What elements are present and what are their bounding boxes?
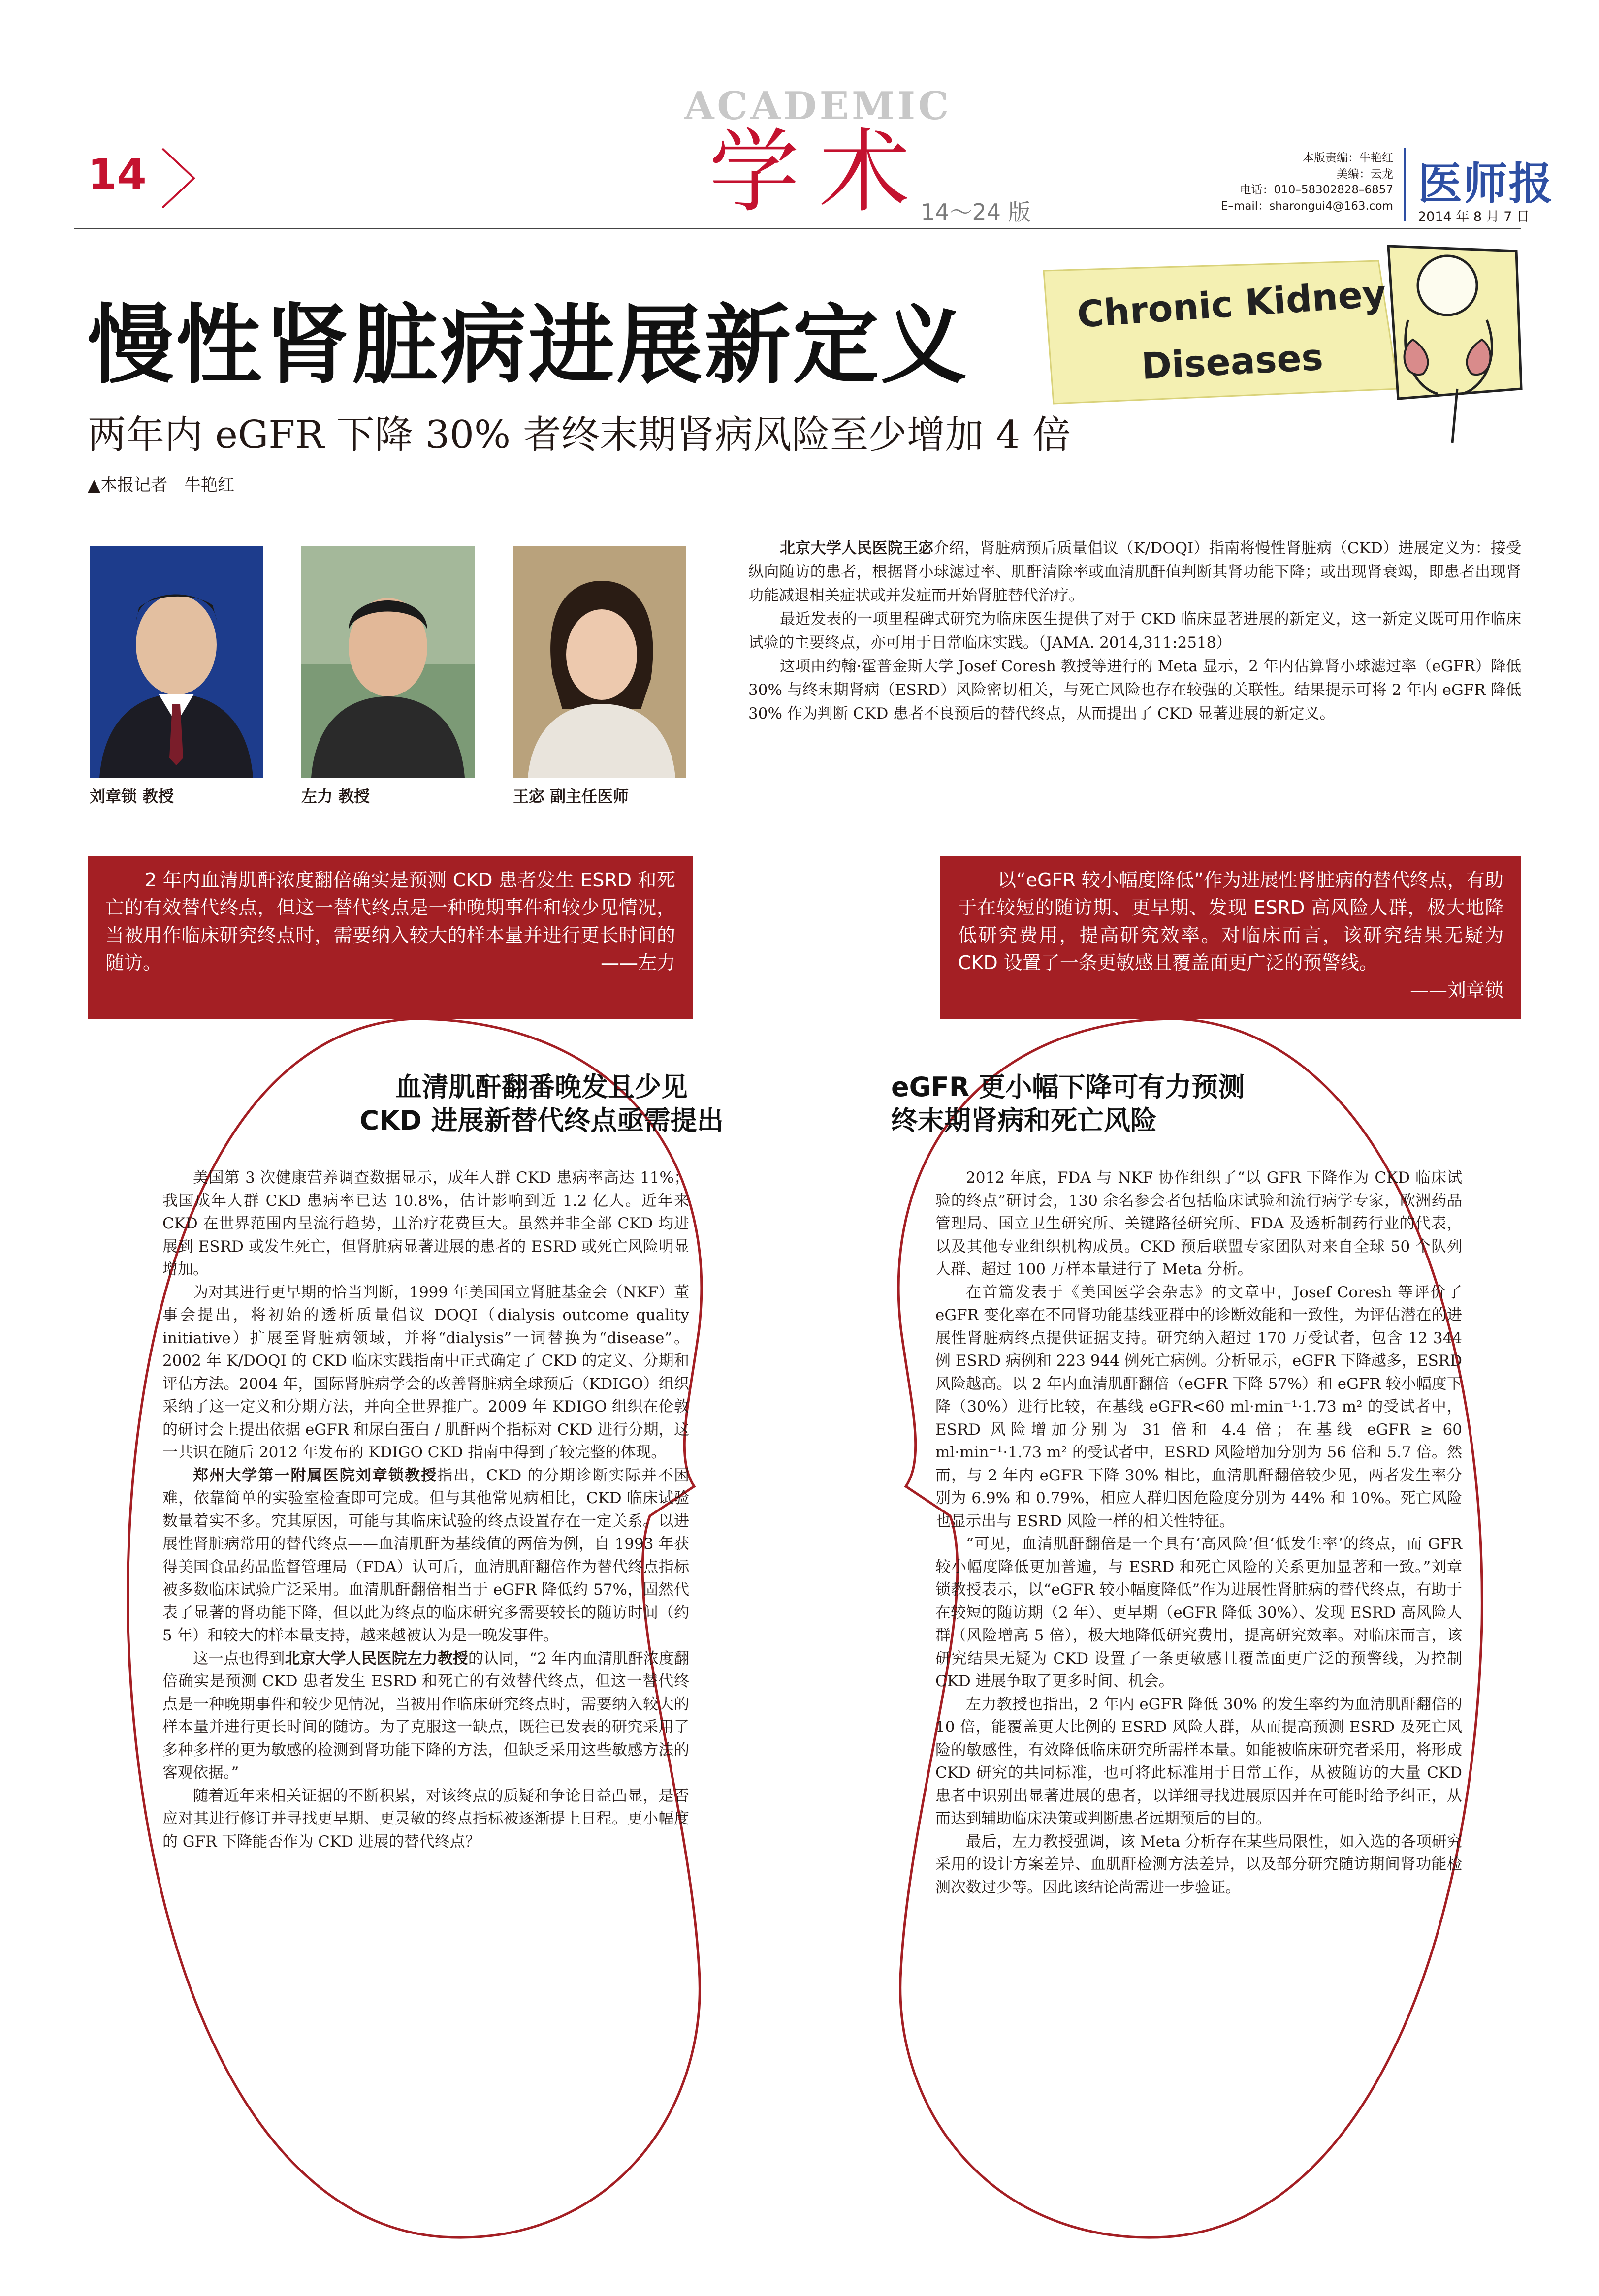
right-section-title-line1: eGFR 更小幅下降可有力预测 — [891, 1071, 1245, 1102]
right-section-title — [891, 1070, 1383, 1137]
portrait-caption: 左力 教授 — [301, 787, 370, 806]
right-section-body — [935, 1166, 1462, 1899]
section-label-english: ACADEMIC — [684, 84, 952, 128]
body-text: 的认同，“2 年内血清肌酐浓度翻倍确实是预测 CKD 患者发生 ESRD 和死亡的有效替代终点，但这一替代终点是一种晚期事件和较少见情况，当被用作临床研究终点时，需要纳入较大的样本量并进行更长时间的随访。为了克服这一缺点，既往已发表的研究采用了多种多样的更为敏感的检测到肾功能下降的方法，但缺乏采用这些敏感方法的客观依据。” — [162, 1649, 690, 1782]
left-section-title-line2: CKD 进展新替代终点亟需提出 — [359, 1105, 724, 1136]
issue-date: 2014 年 8 月 7 日 — [1418, 209, 1530, 224]
body-paragraph: 2012 年底，FDA 与 NKF 协作组织了“以 GFR 下降作为 CKD 临床试验的终点”研讨会，130 余名参会者包括临床试验和流行病学专家，欧洲药品管理局、国立卫生研究所、关键路径研究所、FDA 及透析制药行业的代表，以及其他专业组织机构成员。CKD 预后联盟专家团队对来自全球 50 个队列人群、超过 100 万样本量进行了 Meta 分析。 — [935, 1169, 1462, 1278]
byline: ▲本报记者 牛艳红 — [88, 475, 235, 495]
intro-lead-name: 北京大学人民医院王宓 — [780, 539, 934, 557]
article-subheadline: 两年内 eGFR 下降 30% 者终末期肾病风险至少增加 4 倍 — [88, 413, 1071, 457]
left-section-title — [295, 1070, 788, 1137]
left-section-title-line1: 血清肌酐翻番晚发且少见 — [395, 1071, 688, 1102]
editor-name: 本版责编：牛艳红 — [1303, 152, 1393, 164]
intro-paragraph: 这项由约翰·霍普金斯大学 Josef Coresh 教授等进行的 Meta 显示，2 年内估算肾小球滤过率（eGFR）降低 30% 与终末期肾病（ESRD）风险密切相关，与死亡风险也存在较强的关联性。结果提示可将 2 年内 eGFR 降低 30% 作为判断 CKD 患者不良预后的替代终点，从而提出了 CKD 显著进展的新定义。 — [748, 658, 1521, 723]
cartoon-text-line2: Diseases — [1140, 336, 1324, 388]
quoted-expert-name: 郑州大学第一附属医院刘章锁教授 — [193, 1466, 438, 1484]
phone-number: 电话：010–58302828–6857 — [1240, 184, 1393, 197]
body-paragraph: 在首篇发表于《美国医学会杂志》的文章中，Josef Coresh 等评价了 eGFR 变化率在不同肾功能基线亚群中的诊断效能和一致性，为评估潜在的进展性肾脏病终点提供证据支持。研究纳入超过 170 万受试者，包含 12 344 例 ESRD 病例和 223 944 例死亡病例。分析显示，eGFR 下降越多，ESRD 风险越高。以 2 年内血清肌酐翻倍（eGFR 下降 57%）和 eGFR 较小幅度下降（30%）进行比较，在基线 eGFR<60 ml·min⁻¹·1.73 m² 的受试者中，ESRD 风险增加分别为 31 倍和 4.4 倍；在基线 eGFR ≥ 60 ml·min⁻¹·1.73 m² 的受试者中，ESRD 风险增加分别为 56 倍和 5.7 倍。然而，与 2 年内 eGFR 下降 30% 相比，血清肌酐翻倍较少见，两者发生率分别为 6.9% 和 0.79%，相应人群归因危险度分别为 44% 和 10%。死亡风险也显示出与 ESRD 风险一样的相关性特征。 — [935, 1283, 1462, 1530]
body-paragraph: 左力教授也指出，2 年内 eGFR 降低 30% 的发生率约为血清肌酐翻倍的 10 倍，能覆盖更大比例的 ESRD 风险人群，从而提高预测 ESRD 及死亡风险的敏感性，有效降低临床研究所需样本量。如能被临床研究者采用，将形成 CKD 研究的共同标准，也可将此标准用于日常工作，从被随访的大量 CKD 患者中识别出显著进展的患者，以详细寻找进展原因并在可能时给予纠正，从而达到辅助临床决策或判断患者远期预后的目的。 — [935, 1695, 1462, 1827]
right-section-title-line2: 终末期肾病和死亡风险 — [891, 1105, 1157, 1136]
newspaper-logo: 医师报 — [1418, 157, 1554, 210]
left-section-body — [162, 1166, 689, 1853]
edition-range: 14～24 版 — [921, 199, 1031, 225]
pull-quote-text: 以“eGFR 较小幅度降低”作为进展性肾脏病的替代终点，有助于在较短的随访期、更早期、发现 ESRD 高风险人群，极大地降低研究费用，提高研究效率。对临床而言，该研究结果无疑为 CKD 设置了一条更敏感且覆盖面更广泛的预警线。 — [958, 869, 1503, 974]
pull-quote-left — [88, 856, 693, 1019]
article-headline: 慢性肾脏病进展新定义 — [88, 296, 969, 396]
intro-text: 介绍，肾脏病预后质量倡议（K/DOQI）指南将慢性肾脏病（CKD）进展定义为：接受纵向随访的患者，根据肾小球滤过率、肌酐清除率或血清肌酐值判断其肾功能下降；或出现肾衰竭，即患者出现肾功能减退相关症状或并发症而开始肾脏替代治疗。 — [748, 539, 1522, 604]
pull-quote-attribution: ——刘章锁 — [1409, 979, 1503, 1001]
body-paragraph: 最后，左力教授强调，该 Meta 分析存在某些局限性，如入选的各项研究采用的设计方案差异、血肌酐检测方法差异，以及部分研究随访期间肾功能检测次数过少等。因此该结论尚需进一步验证。 — [935, 1832, 1462, 1896]
body-text: 这一点也得到 — [193, 1649, 285, 1667]
body-paragraph: 随着近年来相关证据的不断积累，对该终点的质疑和争论日益凸显，是否应对其进行修订并寻找更早期、更灵敏的终点指标被逐渐提上日程。更小幅度的 GFR 下降能否作为 CKD 进展的替代终点？ — [162, 1787, 689, 1851]
body-paragraph — [162, 1464, 689, 1647]
quoted-expert-name: 北京大学人民医院左力教授 — [285, 1649, 468, 1667]
page-number: 14 — [88, 150, 147, 199]
body-paragraph — [162, 1647, 689, 1785]
pull-quote-right — [940, 856, 1521, 1019]
portrait-caption: 王宓 副主任医师 — [513, 787, 629, 806]
pull-quote-text: 2 年内血清肌酐浓度翻倍确实是预测 CKD 患者发生 ESRD 和死亡的有效替代终点，但这一替代终点是一种晚期事件和较少见情况，当被用作临床研究终点时，需要纳入较大的样本量并进行更长时间的随访。 — [105, 869, 675, 974]
cartoon-text-line1: Chronic Kidney — [1076, 272, 1388, 336]
email-address: E–mail：sharongui4@163.com — [1220, 199, 1393, 213]
body-paragraph: 为对其进行更早期的恰当判断，1999 年美国国立肾脏基金会（NKF）董事会提出，将初始的透析质量倡议 DOQI（dialysis outcome quality initiative）扩展至肾脏病领域，并将“dialysis”一词替换为“disease”。2002 年 K/DOQI 的 CKD 临床实践指南中正式确定了 CKD 的定义、分期和评估方法。2004 年，国际肾脏病学会的改善肾脏病全球预后（KDIGO）组织采纳了这一定义和分期方法，并向全世界推广。2009 年 KDIGO 组织在伦敦的研讨会上提出依据 eGFR 和尿白蛋白 / 肌酐两个指标对 CKD 进行分期，这一共识在随后 2012 年发布的 KDIGO CKD 指南中得到了较完整的体现。 — [162, 1283, 689, 1461]
intro-paragraph: 最近发表的一项里程碑式研究为临床医生提供了对于 CKD 临床显著进展的新定义，这一新定义既可用作临床试验的主要终点，亦可用于日常临床实践。（JAMA. 2014,311:2518） — [748, 610, 1521, 652]
pull-quote-attribution: ——左力 — [600, 952, 675, 974]
art-editor-name: 美编：云龙 — [1337, 167, 1393, 181]
section-title: 学术 — [709, 120, 930, 225]
portrait-caption: 刘章锁 教授 — [90, 787, 174, 806]
body-text: 指出，CKD 的分期诊断实际并不困难，依靠简单的实验室检查即可完成。但与其他常见病相比，CKD 临床试验数量着实不多。究其原因，可能与其临床试验的终点设置存在一定关系。以进展性肾脏病常用的替代终点——血清肌酐为基线值的两倍为例，自 1993 年获得美国食品药品监督管理局（FDA）认可后，血清肌酐翻倍作为替代终点指标被多数临床试验广泛采用。血清肌酐翻倍相当于 eGFR 降低约 57%，固然代表了显著的肾功能下降，但以此为终点的临床研究多需要较长的随访时间（约 5 年）和较大的样本量支持，越来越被认为是一晚发事件。 — [162, 1466, 689, 1644]
body-paragraph: 美国第 3 次健康营养调查数据显示，成年人群 CKD 患病率高达 11%；我国成年人群 CKD 患病率已达 10.8%，估计影响到近 1.2 亿人。近年来 CKD 在世界范围内呈流行趋势，且治疗花费巨大。虽然并非全部 CKD 均进展到 ESRD 或发生死亡，但肾脏病显著进展的患者的 ESRD 或死亡风险明显增加。 — [162, 1169, 689, 1278]
body-paragraph: “可见，血清肌酐翻倍是一个具有‘高风险’但‘低发生率’的终点，而 GFR 较小幅度降低更加普遍，与 ESRD 和死亡风险的关系更加显著和一致。”刘章锁教授表示，以“eGFR 较小幅度降低”作为进展性肾脏病的替代终点，有助于在较短的随访期（2 年）、更早期（eGFR 降低 30%）、发现 ESRD 高风险人群（风险增高 5 倍），极大地降低研究费用，提高研究效率。对临床而言，该研究结果无疑为 CKD 设置了一条更敏感且覆盖面更广泛的预警线，为控制 CKD 进展争取了更多时间、机会。 — [935, 1535, 1462, 1690]
